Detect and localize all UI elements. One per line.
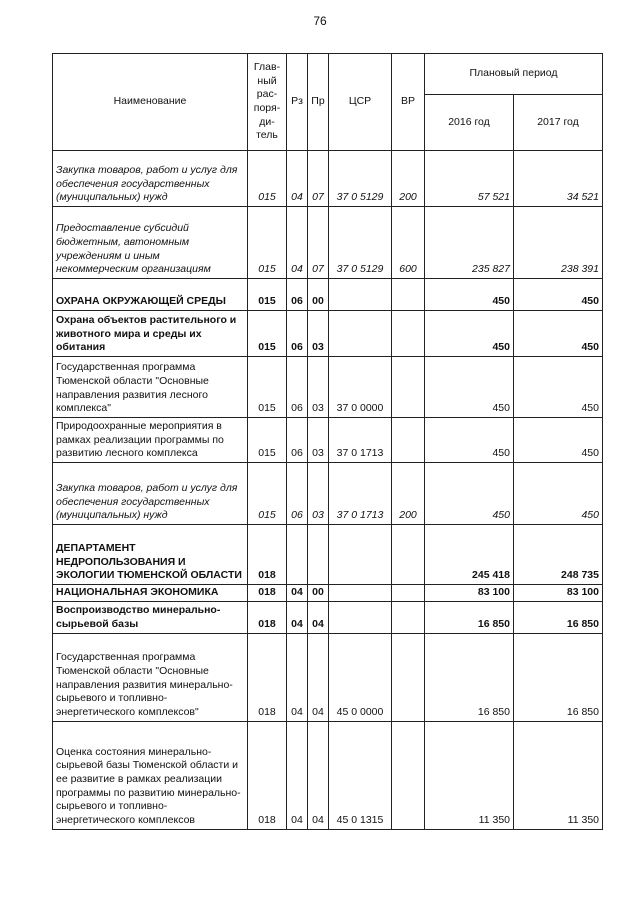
cell-pr: 03	[308, 463, 329, 525]
cell-csr	[329, 279, 392, 311]
table-row	[53, 463, 603, 525]
cell-name: Закупка товаров, работ и услуг для обеспечения государственных (муниципальных) нужд	[53, 151, 248, 207]
cell-csr: 45 0 1315	[329, 721, 392, 829]
cell-chief: 015	[248, 357, 287, 418]
cell-chief: 015	[248, 311, 287, 357]
cell-rz: 04	[287, 585, 308, 602]
cell-2017: 16 850	[514, 633, 603, 721]
cell-2017: 34 521	[514, 151, 603, 207]
cell-pr: 00	[308, 585, 329, 602]
cell-2017: 450	[514, 357, 603, 418]
cell-rz: 04	[287, 601, 308, 633]
col-header-2016: 2016 год	[425, 95, 514, 151]
cell-vr	[392, 311, 425, 357]
cell-2016: 11 350	[425, 721, 514, 829]
cell-pr: 04	[308, 633, 329, 721]
cell-name: Государственная программа Тюменской области "Основные направления развития минерально-сырьевого и топливно-энергетического комплексов"	[53, 633, 248, 721]
col-header-csr: ЦСР	[329, 54, 392, 151]
cell-rz: 06	[287, 418, 308, 463]
cell-rz: 04	[287, 721, 308, 829]
cell-name: Воспроизводство минерально-сырьевой базы	[53, 601, 248, 633]
cell-vr	[392, 585, 425, 602]
cell-rz: 04	[287, 633, 308, 721]
cell-vr	[392, 633, 425, 721]
cell-vr	[392, 721, 425, 829]
col-header-name: Наименование	[53, 54, 248, 151]
cell-2017: 83 100	[514, 585, 603, 602]
cell-2017: 16 850	[514, 601, 603, 633]
col-header-vr: ВР	[392, 54, 425, 151]
table-row	[53, 207, 603, 279]
cell-name: Охрана объектов растительного и животного мира и среды их обитания	[53, 311, 248, 357]
cell-name: Оценка состояния минерально-сырьевой базы Тюменской области и ее развитие в рамках реализации программы по развитию минерально-сырьевого и топливно-энергетического комплексов	[53, 721, 248, 829]
table-row	[53, 721, 603, 829]
cell-pr: 03	[308, 418, 329, 463]
cell-chief: 018	[248, 601, 287, 633]
table-row	[53, 633, 603, 721]
cell-2017: 450	[514, 418, 603, 463]
cell-vr: 200	[392, 151, 425, 207]
cell-name: Закупка товаров, работ и услуг для обеспечения государственных (муниципальных) нужд	[53, 463, 248, 525]
cell-pr: 00	[308, 279, 329, 311]
table-row	[53, 151, 603, 207]
cell-chief: 015	[248, 418, 287, 463]
cell-rz: 06	[287, 357, 308, 418]
cell-csr: 37 0 5129	[329, 207, 392, 279]
col-header-chief: Глав-ный рас-поря-ди-тель	[248, 54, 287, 151]
cell-2016: 83 100	[425, 585, 514, 602]
cell-2016: 450	[425, 357, 514, 418]
cell-2016: 16 850	[425, 633, 514, 721]
cell-name: Предоставление субсидий бюджетным, автономным учреждениям и иным некоммерческим организациям	[53, 207, 248, 279]
cell-csr	[329, 311, 392, 357]
cell-vr	[392, 418, 425, 463]
cell-pr: 07	[308, 207, 329, 279]
cell-vr	[392, 279, 425, 311]
col-header-rz: Рз	[287, 54, 308, 151]
cell-chief: 015	[248, 279, 287, 311]
table-row	[53, 418, 603, 463]
col-header-pr: Пр	[308, 54, 329, 151]
cell-name: ДЕПАРТАМЕНТ НЕДРОПОЛЬЗОВАНИЯ И ЭКОЛОГИИ ТЮМЕНСКОЙ ОБЛАСТИ	[53, 525, 248, 585]
cell-rz	[287, 525, 308, 585]
cell-pr: 04	[308, 601, 329, 633]
cell-name: Природоохранные мероприятия в рамках реализации программы по развитию лесного комплекса	[53, 418, 248, 463]
cell-csr: 45 0 0000	[329, 633, 392, 721]
cell-2016: 450	[425, 463, 514, 525]
col-header-2017: 2017 год	[514, 95, 603, 151]
cell-csr	[329, 585, 392, 602]
cell-2017: 248 735	[514, 525, 603, 585]
cell-2016: 245 418	[425, 525, 514, 585]
cell-csr: 37 0 1713	[329, 463, 392, 525]
budget-table	[52, 53, 603, 830]
cell-rz: 04	[287, 151, 308, 207]
cell-chief: 015	[248, 207, 287, 279]
cell-name: НАЦИОНАЛЬНАЯ ЭКОНОМИКА	[53, 585, 248, 602]
cell-csr: 37 0 5129	[329, 151, 392, 207]
page-number: 76	[313, 14, 327, 28]
cell-pr: 03	[308, 357, 329, 418]
table-row	[53, 585, 603, 602]
table-body	[53, 151, 603, 830]
cell-2016: 450	[425, 279, 514, 311]
table-row	[53, 311, 603, 357]
cell-rz: 04	[287, 207, 308, 279]
cell-pr: 03	[308, 311, 329, 357]
cell-2017: 450	[514, 279, 603, 311]
cell-csr	[329, 601, 392, 633]
cell-2016: 450	[425, 311, 514, 357]
cell-csr: 37 0 0000	[329, 357, 392, 418]
cell-rz: 06	[287, 279, 308, 311]
cell-chief: 015	[248, 463, 287, 525]
col-header-plan: Плановый период	[425, 54, 603, 95]
cell-pr: 04	[308, 721, 329, 829]
cell-2016: 235 827	[425, 207, 514, 279]
cell-chief: 018	[248, 585, 287, 602]
cell-csr: 37 0 1713	[329, 418, 392, 463]
cell-vr	[392, 601, 425, 633]
cell-vr	[392, 525, 425, 585]
cell-chief: 018	[248, 525, 287, 585]
cell-vr: 600	[392, 207, 425, 279]
cell-2016: 450	[425, 418, 514, 463]
table-row	[53, 357, 603, 418]
table-row	[53, 279, 603, 311]
table-row	[53, 525, 603, 585]
table-row	[53, 601, 603, 633]
cell-pr: 07	[308, 151, 329, 207]
cell-rz: 06	[287, 463, 308, 525]
cell-name: ОХРАНА ОКРУЖАЮЩЕЙ СРЕДЫ	[53, 279, 248, 311]
cell-2017: 450	[514, 463, 603, 525]
cell-name: Государственная программа Тюменской области "Основные направления развития лесного комплекса"	[53, 357, 248, 418]
cell-2017: 11 350	[514, 721, 603, 829]
cell-chief: 018	[248, 721, 287, 829]
header-row	[53, 54, 603, 95]
cell-chief: 015	[248, 151, 287, 207]
cell-chief: 018	[248, 633, 287, 721]
cell-vr	[392, 357, 425, 418]
cell-2017: 238 391	[514, 207, 603, 279]
cell-2016: 57 521	[425, 151, 514, 207]
cell-vr: 200	[392, 463, 425, 525]
cell-csr	[329, 525, 392, 585]
cell-pr	[308, 525, 329, 585]
cell-rz: 06	[287, 311, 308, 357]
cell-2016: 16 850	[425, 601, 514, 633]
cell-2017: 450	[514, 311, 603, 357]
